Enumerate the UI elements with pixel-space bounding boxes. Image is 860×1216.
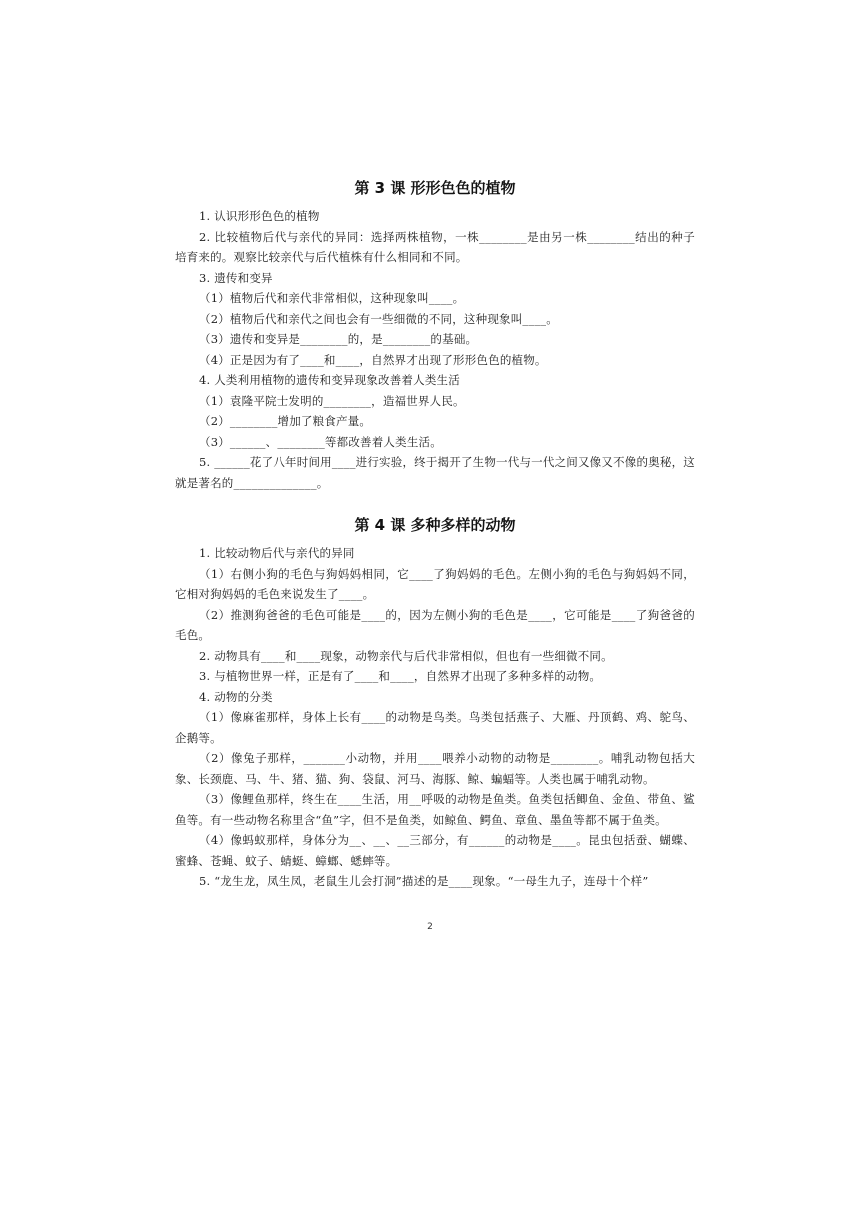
lesson-3-title: 第 3 课 形形色色的植物: [354, 179, 516, 197]
lesson-3-item: 1. 认识形形色色的植物: [199, 209, 320, 223]
lesson-3-item: （3）遗传和变异是________的，是________的基础。: [199, 332, 478, 346]
lesson-4-item: （2）像兔子那样，_______小动物，并用____喂养小动物的动物是________。哺乳动物包括大象、长颈鹿、马、牛、猪、猫、狗、袋鼠、河马、海豚、鲸、蝙蝠等。人类也属于哺乳动物。: [175, 751, 695, 786]
lesson-3-item: （1）袁隆平院士发明的________，造福世界人民。: [199, 393, 465, 408]
lesson-4-item: （3）像鲤鱼那样，终生在____生活，用__呼吸的动物是鱼类。鱼类包括鲫鱼、金鱼、带鱼、鲨鱼等。有一些动物名称里含“鱼”字，但不是鱼类，如鲸鱼、鳄鱼、章鱼、墨鱼等都不属于鱼类。: [175, 792, 695, 827]
lesson-3-item: 2. 比较植物后代与亲代的异同：选择两株植物，一株________是由另一株________结出的种子培育来的。观察比较亲代与后代植株有什么相同和不同。: [175, 229, 695, 264]
lesson-4-item: 3. 与植物世界一样，正是有了____和____，自然界才出现了多种多样的动物。: [199, 669, 602, 683]
lesson-3-item: （3）______、________等都改善着人类生活。: [199, 434, 442, 449]
lesson-4-item: 4. 动物的分类: [199, 689, 273, 704]
lesson-3-item: （2）________增加了粮食产量。: [199, 414, 372, 428]
lesson-3-item: （2）植物后代和亲代之间也会有一些细微的不同，这种现象叫____。: [199, 311, 558, 326]
lesson-4-item: （1）右侧小狗的毛色与狗妈妈相同，它____了狗妈妈的毛色。左侧小狗的毛色与狗妈妈不同，它相对狗妈妈的毛色来说发生了____。: [175, 566, 695, 601]
lesson-4-title: 第 4 课 多种多样的动物: [354, 516, 516, 534]
lesson-4-item: （2）推测狗爸爸的毛色可能是____的，因为左侧小狗的毛色是____，它可能是____了狗爸爸的毛色。: [175, 607, 695, 642]
lesson-4-item: 2. 动物具有____和____现象，动物亲代与后代非常相似，但也有一些细微不同。: [199, 648, 613, 663]
lesson-4-item: 1. 比较动物后代与亲代的异同: [199, 546, 355, 560]
lesson-4-item: （1）像麻雀那样，身体上长有____的动物是鸟类。鸟类包括燕子、大雁、丹顶鹤、鸡、鸵鸟、企鹅等。: [175, 710, 695, 745]
lesson-3-item: （4）正是因为有了____和____，自然界才出现了形形色色的植物。: [199, 352, 547, 367]
lesson-3-item: （1）植物后代和亲代非常相似，这种现象叫____。: [199, 291, 465, 305]
lesson-4-item: （4）像蚂蚁那样，身体分为__、__、__三部分，有______的动物是____。昆虫包括蚕、蝴蝶、蜜蜂、苍蝇、蚊子、蜻蜓、蟑螂、蟋蟀等。: [175, 833, 695, 868]
lesson-4-item: 5. “龙生龙，凤生凤，老鼠生儿会打洞”描述的是____现象。“一母生九子，连母十个样”: [199, 874, 649, 888]
lesson-3-item: 5. ______花了八年时间用____进行实验，终于揭开了生物一代与一代之间又像又不像的奥秘，这就是著名的______________。: [175, 455, 695, 490]
page-content: [175, 176, 695, 892]
lesson-3-item: 3. 遗传和变异: [199, 270, 273, 285]
lesson-3-section: [175, 176, 695, 493]
lesson-4-section: [175, 513, 695, 892]
page-number: 2: [427, 922, 433, 932]
lesson-3-item: 4. 人类利用植物的遗传和变异现象改善着人类生活: [199, 373, 460, 387]
